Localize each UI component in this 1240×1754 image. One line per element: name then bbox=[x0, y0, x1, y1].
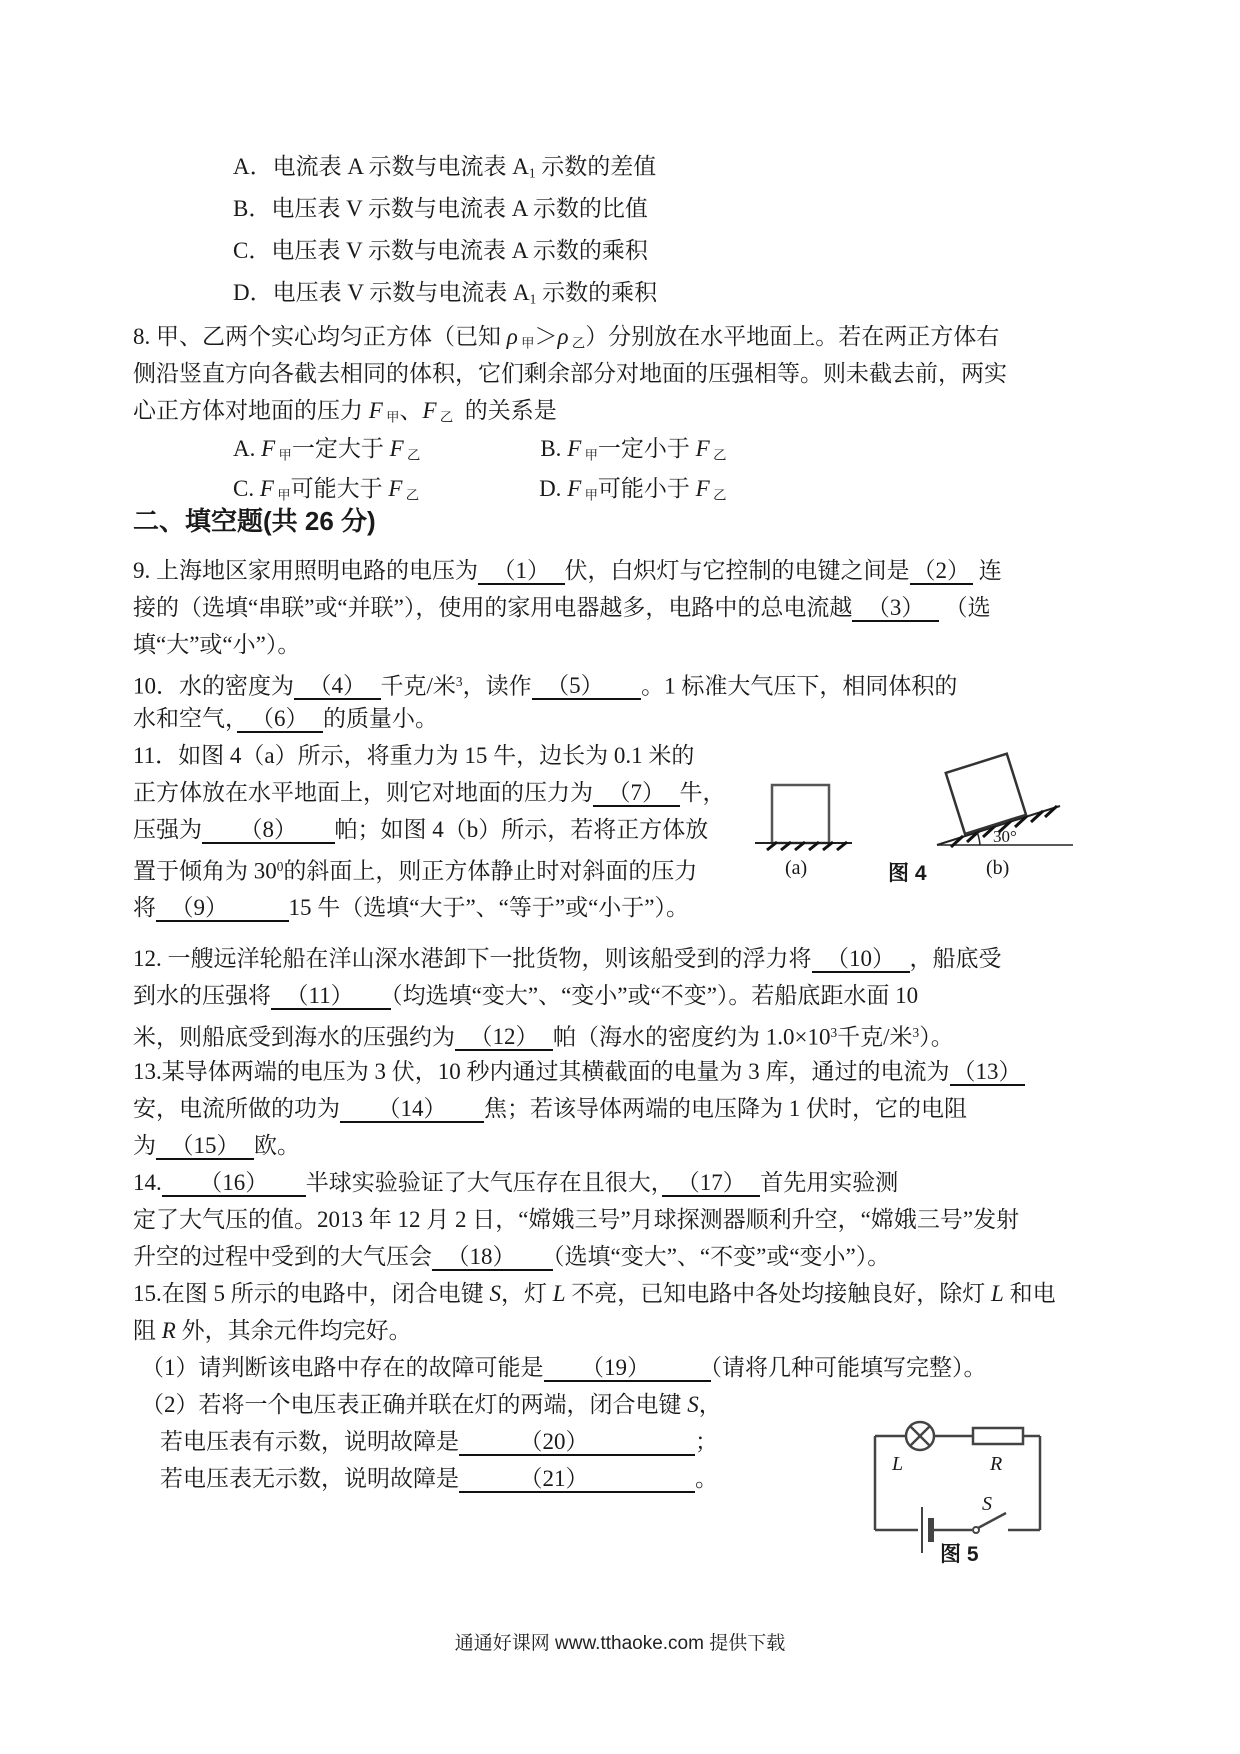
fill-in-blank: （4） bbox=[294, 673, 381, 700]
text-run: 水和空气， bbox=[133, 706, 237, 731]
text-run: 。 bbox=[695, 1466, 718, 1491]
fill-in-blank: （1） bbox=[478, 558, 565, 585]
text-run: 3 bbox=[912, 1025, 920, 1040]
figure-4a-label: (a) bbox=[785, 857, 808, 879]
question-12-line bbox=[133, 981, 1123, 1011]
question-15-line bbox=[133, 1316, 1123, 1346]
incline-angle-label: 30° bbox=[993, 827, 1017, 846]
text-run: 置于倾角为 30 bbox=[133, 858, 277, 884]
text-run: 一定大于 bbox=[291, 436, 390, 461]
text-run: （请将几种可能填写完整）。 bbox=[710, 1355, 987, 1380]
text-run: 3 bbox=[830, 1025, 838, 1040]
text-run: C. bbox=[233, 476, 260, 501]
text-run: 心正方体对地面的压力 bbox=[133, 398, 369, 423]
text-run: 9. 上海地区家用照明电路的电压为 bbox=[133, 558, 478, 583]
question-9-line bbox=[133, 630, 1123, 660]
text-run: 到水的压强将 bbox=[133, 983, 271, 1008]
text-run: D. bbox=[539, 476, 568, 501]
text-run: 甲 bbox=[517, 335, 535, 351]
text-run: F bbox=[422, 398, 437, 423]
text-run: 。1 标准大气压下，相同体积的 bbox=[641, 673, 958, 699]
text-run: 不亮，已知电路中各处均接触良好，除灯 bbox=[565, 1281, 992, 1306]
text-run: 8. 甲、乙两个实心均匀正方体（已知 bbox=[133, 324, 507, 349]
fill-in-blank: （2） bbox=[910, 558, 974, 585]
text-run: （2）若将一个电压表正确并联在灯的两端，闭合电键 bbox=[141, 1392, 688, 1417]
question-12-line bbox=[133, 1018, 1123, 1052]
text-run: 千克/米 bbox=[837, 1024, 913, 1050]
text-run: 甲 bbox=[581, 487, 598, 503]
text-run: F bbox=[259, 476, 274, 501]
figure-4 bbox=[755, 752, 1085, 892]
text-run: ，船底受 bbox=[909, 946, 1002, 971]
text-run: 焦；若该导体两端的电压降为 1 伏时，它的电阻 bbox=[484, 1096, 967, 1121]
text-run: 乙 bbox=[568, 335, 586, 351]
text-run: ，读作 bbox=[462, 673, 532, 699]
text-run: ）分别放在水平地面上。若在两正方体右 bbox=[585, 324, 1000, 349]
text-run: F bbox=[695, 436, 710, 461]
question-14-line bbox=[133, 1242, 1123, 1272]
text-run: S bbox=[687, 1392, 699, 1417]
text-run: ， bbox=[698, 1392, 722, 1417]
text-run: 甲 bbox=[581, 447, 598, 463]
text-run: ρ bbox=[506, 324, 518, 349]
text-run: 首先用实验测 bbox=[760, 1170, 899, 1195]
text-run: 为 bbox=[133, 1133, 156, 1158]
figure-5-caption: 图 5 bbox=[940, 1543, 979, 1566]
question-12-line bbox=[133, 944, 1123, 974]
text-run: 定了大气压的值。2013 年 12 月 2 日，“嫦娥三号”月球探测器顺利升空，“嫦娥三号”发射 bbox=[133, 1207, 1020, 1232]
fill-in-blank: （12） bbox=[455, 1024, 553, 1051]
text-run: （选填“变大”、“不变”或“变小”）。 bbox=[553, 1244, 891, 1269]
text-run: 15 牛（选填“大于”、“等于”或“小于”）。 bbox=[288, 895, 690, 920]
question-10-line bbox=[133, 704, 1123, 734]
text-run: F bbox=[388, 476, 403, 501]
resistor-label: R bbox=[990, 1453, 1003, 1475]
question-14-line bbox=[133, 1205, 1123, 1235]
figure-4b-label: (b) bbox=[986, 857, 1010, 879]
text-run: L bbox=[991, 1281, 1004, 1306]
switch-icon bbox=[973, 1513, 1006, 1533]
text-run: 一定小于 bbox=[597, 436, 696, 461]
fill-in-blank: （14） bbox=[340, 1096, 484, 1123]
text-run: 将 bbox=[133, 895, 156, 920]
question-10-line bbox=[133, 667, 1123, 701]
question-8-line bbox=[133, 396, 1123, 432]
text-run: 伏，白炽灯与它控制的电键之间是 bbox=[564, 558, 910, 583]
text-run: C．电压表 V 示数与电流表 A 示数的乘积 bbox=[233, 238, 648, 263]
text-run: L bbox=[552, 1281, 566, 1306]
text-run: 帕（海水的密度约为 1.0×10 bbox=[553, 1024, 831, 1050]
text-run: 若电压表无示数，说明故障是 bbox=[160, 1466, 459, 1491]
fill-in-blank: （5） bbox=[532, 673, 642, 700]
fill-in-blank: （21） bbox=[459, 1466, 695, 1493]
text-run: S bbox=[489, 1281, 501, 1306]
text-run: F bbox=[567, 436, 582, 461]
question-8-line bbox=[133, 322, 1123, 358]
text-run: 乙 bbox=[709, 447, 727, 463]
resistor-icon bbox=[973, 1428, 1023, 1444]
fill-in-blank: （11） bbox=[271, 983, 391, 1010]
mc-option-d bbox=[233, 278, 1223, 314]
text-run: 乙 bbox=[709, 487, 727, 503]
text-run: 牛， bbox=[679, 780, 726, 805]
circuit-wires bbox=[875, 1436, 1040, 1530]
text-run: 10．水的密度为 bbox=[133, 673, 294, 699]
text-run: 侧沿竖直方向各截去相同的体积，它们剩余部分对地面的压强相等。则未截去前，两实 bbox=[133, 361, 1007, 386]
text-run: 乙 bbox=[402, 487, 420, 503]
text-run: F bbox=[368, 398, 383, 423]
text-run: （选 bbox=[938, 595, 991, 620]
text-run: 填“大”或“小”）。 bbox=[133, 632, 301, 657]
text-run: 升空的过程中受到的大气压会 bbox=[133, 1244, 432, 1269]
question-13-line bbox=[133, 1057, 1123, 1087]
text-run: 3 bbox=[455, 674, 463, 689]
text-run: 连 bbox=[973, 558, 1002, 583]
fill-in-blank: （6） bbox=[237, 706, 324, 733]
mc-option-c bbox=[233, 236, 1223, 266]
figure-5 bbox=[860, 1418, 1060, 1573]
text-run: 半球实验验证了大气压存在且很大， bbox=[305, 1170, 663, 1195]
text-run: R bbox=[161, 1318, 176, 1343]
question-13-line bbox=[133, 1094, 1123, 1124]
text-run: 12. 一艘远洋轮船在洋山深水港卸下一批货物，则该船受到的浮力将 bbox=[133, 946, 812, 971]
text-run: 正方体放在水平地面上，则它对地面的压力为 bbox=[133, 780, 593, 805]
text-run: 1 bbox=[528, 165, 536, 181]
text-run: 米，则船底受到海水的压强约为 bbox=[133, 1024, 455, 1050]
text-run: 可能小于 bbox=[597, 476, 696, 501]
text-run: 阻 bbox=[133, 1318, 162, 1343]
text-run: F bbox=[261, 436, 276, 461]
text-run: B. bbox=[540, 436, 568, 461]
fill-in-blank: （17） bbox=[662, 1170, 760, 1197]
battery-icon bbox=[922, 1507, 931, 1553]
text-run: 13.某导体两端的电压为 3 伏，10 秒内通过其横截面的电量为 3 库，通过的电流为 bbox=[133, 1059, 950, 1084]
text-run: 的关系是 bbox=[453, 398, 557, 423]
text-run: ； bbox=[695, 1429, 718, 1454]
fill-in-blank: （10） bbox=[812, 946, 910, 973]
question-15-line bbox=[141, 1353, 1131, 1383]
q8-options-ab bbox=[233, 434, 1223, 470]
text-run: 帕；如图 4（b）所示，若将正方体放 bbox=[334, 817, 709, 842]
cube-on-ground-drawing bbox=[755, 785, 852, 879]
text-run: A. bbox=[233, 436, 262, 461]
text-run: ρ bbox=[557, 324, 569, 349]
mc-option-a bbox=[233, 152, 1223, 188]
text-run: 接的（选填“串联”或“并联”），使用的家用电器越多，电路中的总电流越 bbox=[133, 595, 853, 620]
text-run: 安，电流所做的功为 bbox=[133, 1096, 340, 1121]
question-15-line bbox=[133, 1279, 1123, 1309]
question-11-line bbox=[133, 893, 1123, 923]
text-run: 可能大于 bbox=[290, 476, 389, 501]
text-run: 乙 bbox=[436, 409, 454, 425]
text-run: F bbox=[389, 436, 404, 461]
text-run: B．电压表 V 示数与电流表 A 示数的比值 bbox=[233, 196, 648, 221]
question-13-line bbox=[133, 1131, 1123, 1161]
text-run: 示数的差值 bbox=[535, 154, 657, 179]
text-run: ，灯 bbox=[501, 1281, 553, 1306]
text-run: 甲 bbox=[273, 487, 291, 503]
text-run: （1）请判断该电路中存在的故障可能是 bbox=[141, 1355, 544, 1380]
lamp-icon bbox=[906, 1422, 934, 1450]
text-run: 11．如图 4（a）所示，将重力为 15 牛，边长为 0.1 米的 bbox=[133, 743, 695, 768]
text-run: 若电压表有示数，说明故障是 bbox=[160, 1429, 459, 1454]
q8-options-cd bbox=[233, 474, 1223, 510]
footer-watermark: 通通好课网 www.tthaoke.com 提供下载 bbox=[454, 1633, 786, 1654]
text-run: F bbox=[695, 476, 710, 501]
text-run: F bbox=[567, 476, 582, 501]
text-run: 14. bbox=[133, 1170, 162, 1195]
question-8-line bbox=[133, 359, 1123, 389]
text-run: 压强为 bbox=[133, 817, 202, 842]
question-14-line bbox=[133, 1168, 1123, 1198]
text-run: （均选填“变大”、“变小”或“不变”）。若船底距水面 10 bbox=[391, 983, 919, 1008]
section-2-heading: 二、填空题(共 26 分) bbox=[133, 506, 376, 536]
fill-in-blank: （7） bbox=[593, 780, 680, 807]
text-run: 、 bbox=[399, 398, 423, 423]
fill-in-blank: （15） bbox=[156, 1133, 254, 1160]
fill-in-blank: （13） bbox=[950, 1059, 1025, 1086]
text-run: 1 bbox=[529, 291, 537, 307]
text-run: 甲 bbox=[275, 447, 292, 463]
text-run: ＞ bbox=[534, 324, 558, 349]
text-run: D．电压表 V 示数与电流表 A bbox=[233, 280, 530, 305]
fill-in-blank: （8） bbox=[202, 817, 335, 844]
figure-4-caption: 图 4 bbox=[888, 862, 927, 885]
text-run: 乙 bbox=[403, 447, 421, 463]
text-run: 欧。 bbox=[254, 1133, 300, 1158]
fill-in-blank: （16） bbox=[162, 1170, 306, 1197]
cube-on-incline-drawing bbox=[937, 754, 1073, 879]
text-run: 的质量小。 bbox=[323, 706, 438, 731]
text-run: 甲 bbox=[382, 409, 400, 425]
text-run: 0 bbox=[276, 859, 284, 874]
lamp-label: L bbox=[892, 1453, 904, 1475]
question-9-line bbox=[133, 556, 1123, 586]
text-run: 千克/米 bbox=[380, 673, 456, 699]
fill-in-blank: （18） bbox=[432, 1244, 553, 1271]
text-run: A．电流表 A 示数与电流表 A bbox=[233, 154, 529, 179]
text-run: 15.在图 5 所示的电路中，闭合电键 bbox=[133, 1281, 490, 1306]
fill-in-blank: （20） bbox=[459, 1429, 695, 1456]
mc-option-b bbox=[233, 194, 1223, 224]
text-run: 和电 bbox=[1003, 1281, 1056, 1306]
fill-in-blank: （9） bbox=[156, 895, 289, 922]
fill-in-blank: （19） bbox=[544, 1355, 711, 1382]
switch-label: S bbox=[982, 1493, 992, 1515]
fill-in-blank: （3） bbox=[852, 595, 939, 622]
text-run: 外，其余元件均完好。 bbox=[175, 1318, 412, 1343]
text-run: 示数的乘积 bbox=[536, 280, 658, 305]
question-9-line bbox=[133, 593, 1123, 623]
question-15-line bbox=[141, 1390, 1131, 1420]
text-run: ）。 bbox=[919, 1024, 954, 1050]
text-run: 的斜面上，则正方体静止时对斜面的压力 bbox=[283, 858, 698, 884]
